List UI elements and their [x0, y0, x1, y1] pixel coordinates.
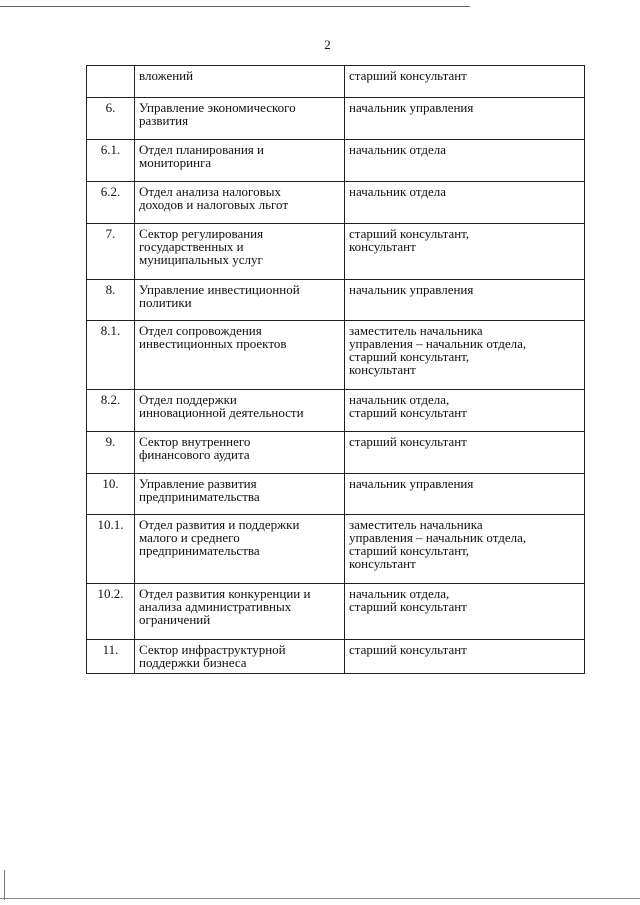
page-number: 2 — [324, 37, 331, 52]
row-number: 8.2. — [87, 390, 135, 432]
table-row — [87, 515, 585, 584]
row-number: 8.1. — [87, 321, 135, 390]
unit-name: Управление инвестиционной политики — [135, 280, 345, 321]
row-number: 6. — [87, 98, 135, 140]
position-list: заместитель начальника управления – начальник отдела, старший консультант, консультант — [345, 515, 585, 584]
position-list: начальник управления — [345, 280, 585, 321]
table-row — [87, 474, 585, 515]
position-list: старший консультант — [345, 640, 585, 674]
table-row — [87, 140, 585, 182]
unit-name: Отдел поддержки инновационной деятельности — [135, 390, 345, 432]
table-row — [87, 98, 585, 140]
unit-name: Отдел сопровождения инвестиционных проектов — [135, 321, 345, 390]
row-number: 7. — [87, 224, 135, 280]
staffing-table — [86, 65, 585, 674]
position-list: заместитель начальника управления – начальник отдела, старший консультант, консультант — [345, 321, 585, 390]
position-list: старший консультант, консультант — [345, 224, 585, 280]
bottom-scan-line — [0, 898, 640, 899]
table-row — [87, 66, 585, 98]
unit-name: Управление развития предпринимательства — [135, 474, 345, 515]
table-row — [87, 224, 585, 280]
row-number: 8. — [87, 280, 135, 321]
unit-name: Отдел развития и поддержки малого и среднего предпринимательства — [135, 515, 345, 584]
row-number: 10.2. — [87, 584, 135, 640]
unit-name: Сектор внутреннего финансового аудита — [135, 432, 345, 474]
table-row — [87, 584, 585, 640]
unit-name: Отдел планирования и мониторинга — [135, 140, 345, 182]
position-list: старший консультант — [345, 66, 585, 98]
top-scan-line — [0, 6, 470, 7]
table-row — [87, 432, 585, 474]
unit-name: Отдел анализа налоговых доходов и налоговых льгот — [135, 182, 345, 224]
table-row — [87, 390, 585, 432]
position-list: начальник отдела — [345, 140, 585, 182]
position-list: начальник отдела, старший консультант — [345, 584, 585, 640]
table-row — [87, 640, 585, 674]
position-list: начальник отдела, старший консультант — [345, 390, 585, 432]
row-number: 10.1. — [87, 515, 135, 584]
unit-name: Сектор регулирования государственных и муниципальных услуг — [135, 224, 345, 280]
unit-name: вложений — [135, 66, 345, 98]
row-number — [87, 66, 135, 98]
row-number: 10. — [87, 474, 135, 515]
table-row — [87, 182, 585, 224]
row-number: 6.1. — [87, 140, 135, 182]
position-list: начальник отдела — [345, 182, 585, 224]
table-row — [87, 321, 585, 390]
table-row — [87, 280, 585, 321]
position-list: начальник управления — [345, 474, 585, 515]
position-list: начальник управления — [345, 98, 585, 140]
unit-name: Управление экономического развития — [135, 98, 345, 140]
scan-edge-mark — [4, 870, 5, 900]
unit-name: Сектор инфраструктурной поддержки бизнеса — [135, 640, 345, 674]
unit-name: Отдел развития конкуренции и анализа административных ограничений — [135, 584, 345, 640]
position-list: старший консультант — [345, 432, 585, 474]
row-number: 9. — [87, 432, 135, 474]
row-number: 11. — [87, 640, 135, 674]
row-number: 6.2. — [87, 182, 135, 224]
